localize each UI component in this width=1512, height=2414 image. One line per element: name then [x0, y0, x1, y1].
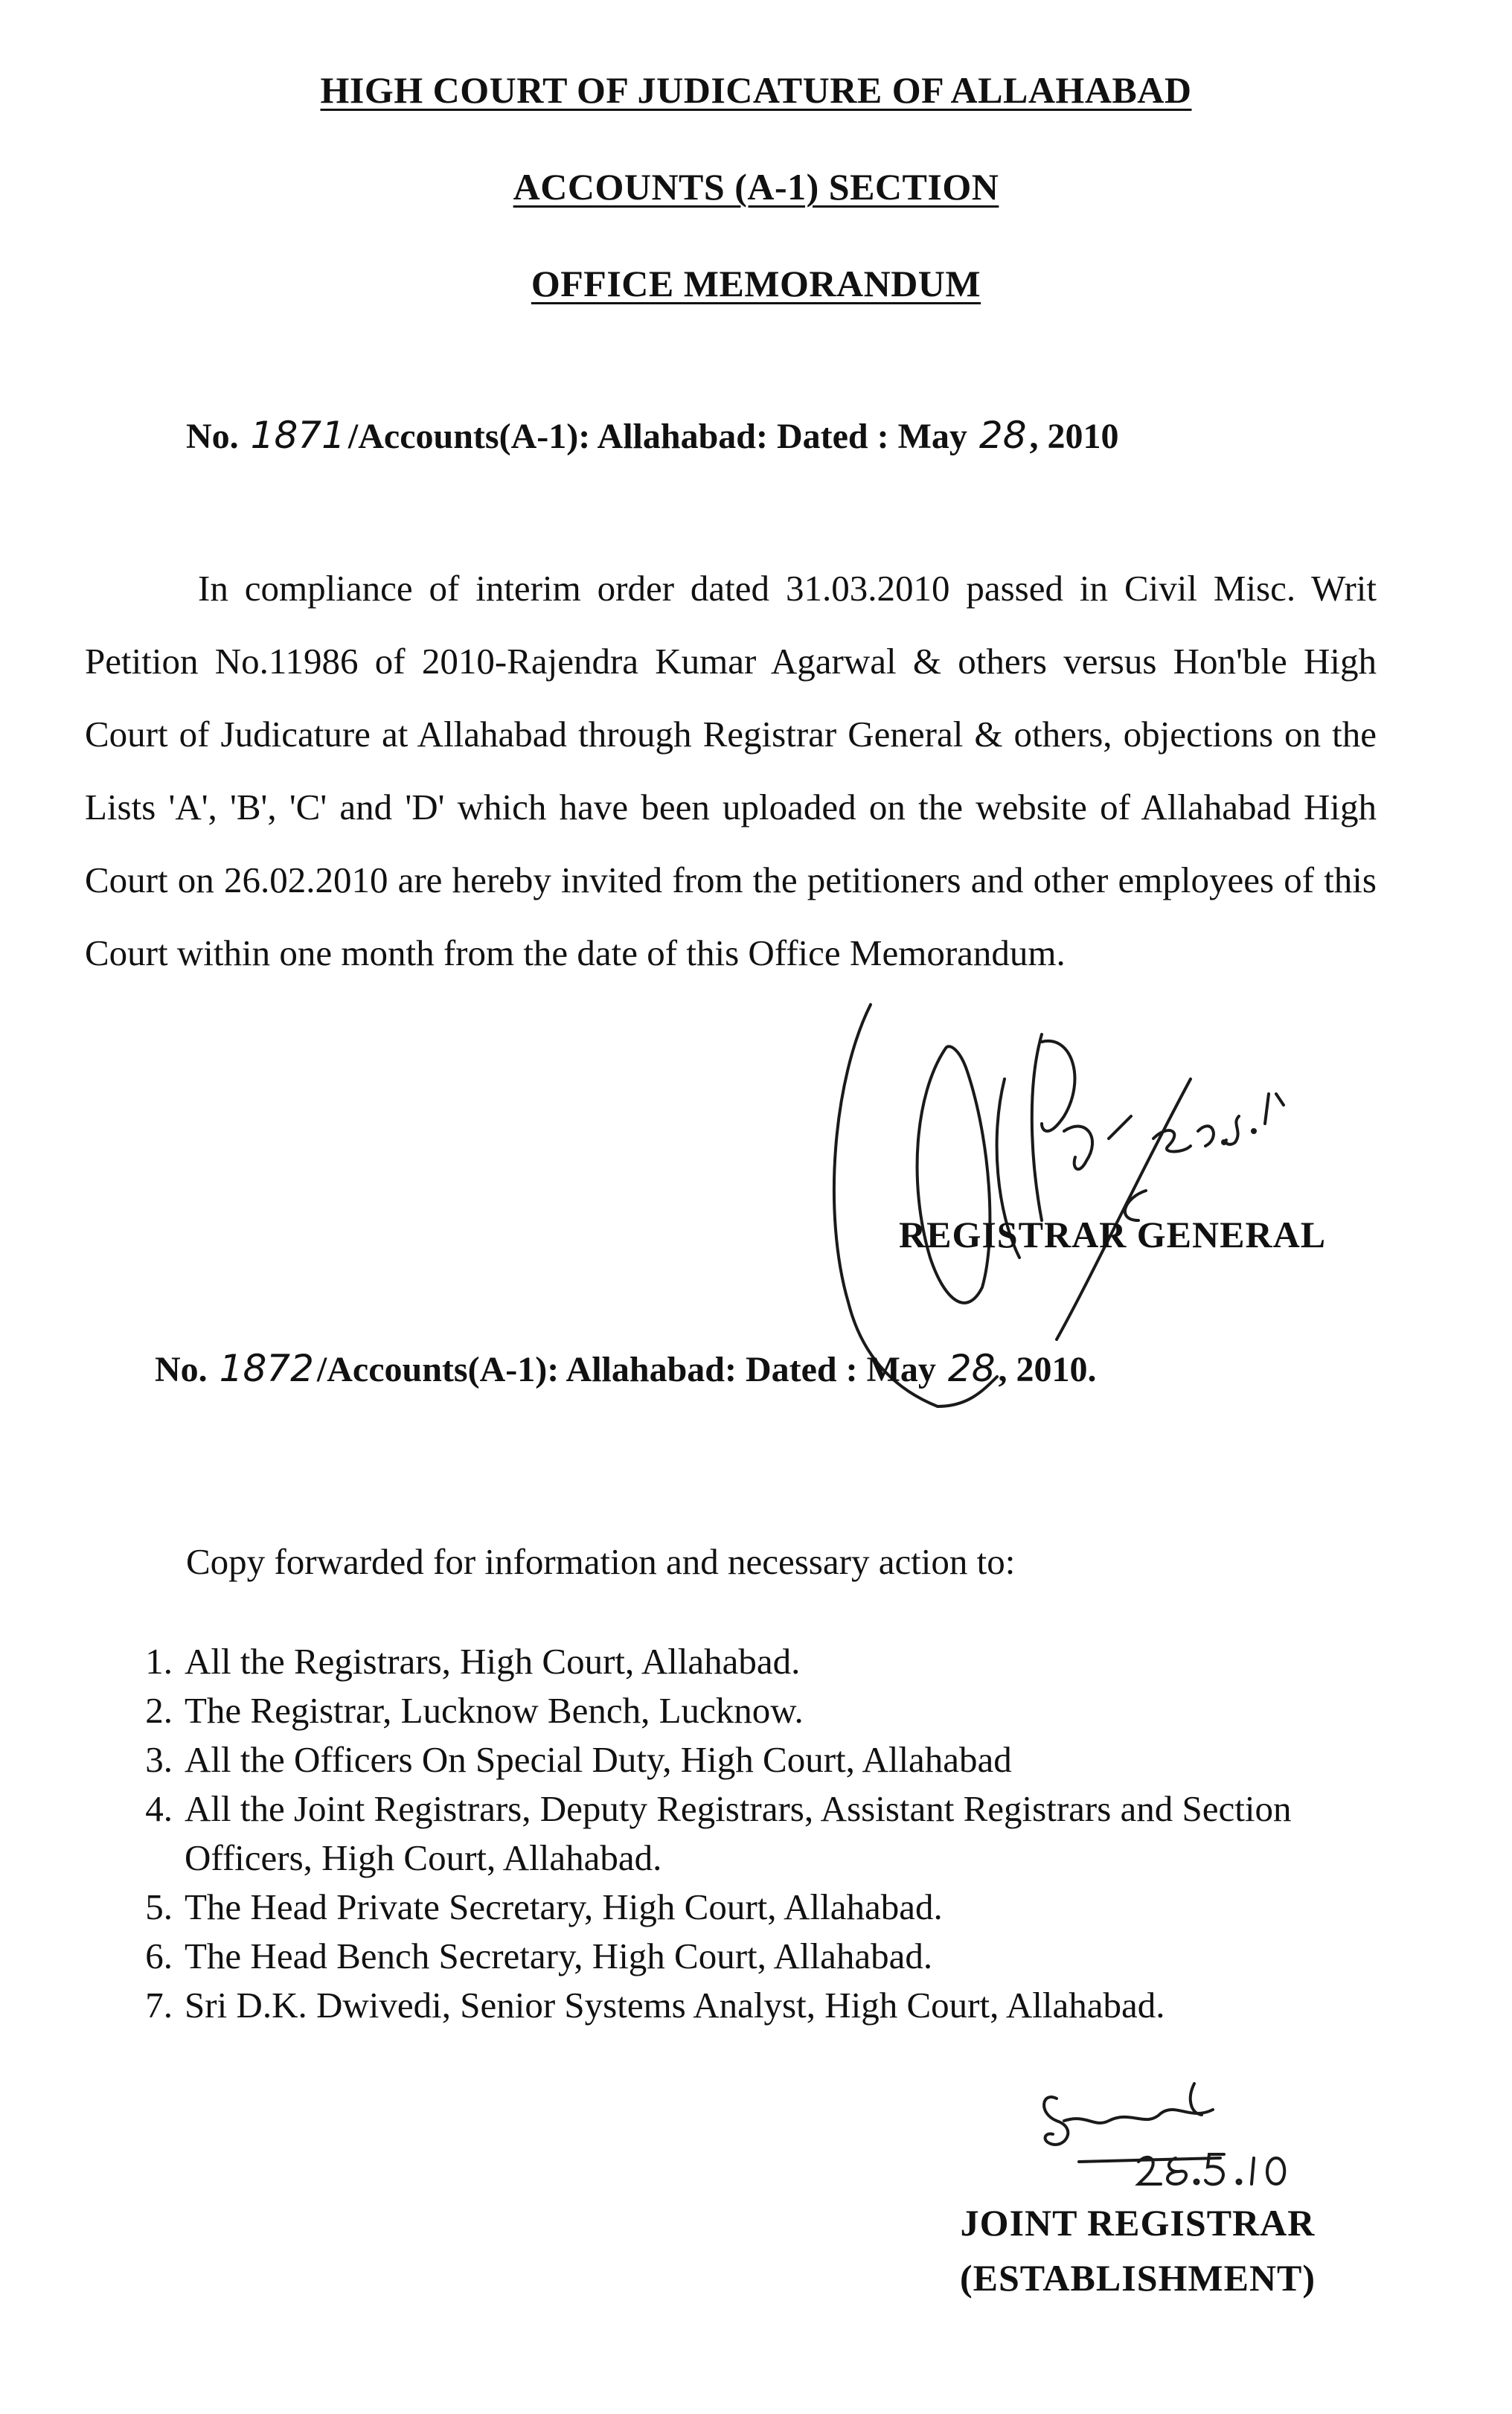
list-item	[119, 1637, 1384, 1686]
document-type-heading: OFFICE MEMORANDUM	[531, 263, 981, 304]
memo-reference-line	[186, 414, 1119, 457]
list-item	[119, 1932, 1384, 1981]
copy-forward-intro: Copy forwarded for information and necessary action to:	[186, 1541, 1016, 1582]
copy-ref-suffix: /Accounts(A-1): Allahabad: Dated : May	[316, 1350, 936, 1389]
list-item-number: 5.	[145, 1886, 173, 1927]
joint-registrar-title	[960, 2195, 1316, 2305]
section-heading: ACCOUNTS (A-1) SECTION	[513, 166, 999, 208]
list-item-text: All the Registrars, High Court, Allahabad.	[185, 1641, 801, 1682]
registrar-general-handwritten-date	[1146, 1072, 1295, 1168]
list-item-number: 1.	[145, 1641, 173, 1682]
copy-ref-day-handwritten: 28	[947, 1347, 996, 1390]
list-item-number: 3.	[145, 1739, 173, 1780]
memo-ref-day-handwritten: 28	[978, 414, 1027, 457]
list-item	[119, 1883, 1384, 1932]
distribution-list	[119, 1637, 1384, 2030]
list-item-text: The Registrar, Lucknow Bench, Lucknow.	[185, 1690, 804, 1731]
list-item-text: The Head Bench Secretary, High Court, Allahabad.	[185, 1936, 933, 1976]
copy-reference-line	[155, 1347, 1097, 1390]
joint-registrar-handwritten-date	[1131, 2143, 1302, 2203]
copy-ref-prefix: No.	[155, 1350, 208, 1389]
joint-registrar-title-line2: (ESTABLISHMENT)	[960, 2257, 1316, 2299]
list-item	[119, 1735, 1384, 1784]
memo-ref-number-handwritten: 1871	[250, 414, 345, 457]
memo-ref-year: , 2010	[1029, 417, 1119, 456]
memo-ref-prefix: No.	[186, 417, 239, 456]
list-item-number: 2.	[145, 1690, 173, 1731]
registrar-general-title: REGISTRAR GENERAL	[899, 1214, 1327, 1255]
copy-ref-number-handwritten: 1872	[219, 1347, 314, 1390]
court-heading: HIGH COURT OF JUDICATURE OF ALLAHABAD	[320, 69, 1192, 111]
list-item-number: 4.	[145, 1788, 173, 1829]
list-item-text: All the Officers On Special Duty, High Court, Allahabad	[185, 1739, 1012, 1780]
list-item	[119, 1784, 1384, 1883]
memo-ref-suffix: /Accounts(A-1): Allahabad: Dated : May	[347, 417, 967, 456]
joint-registrar-title-line1: JOINT REGISTRAR	[960, 2202, 1316, 2244]
list-item	[119, 1686, 1384, 1735]
list-item	[119, 1981, 1384, 2030]
copy-ref-year: , 2010.	[998, 1350, 1097, 1389]
memorandum-body-paragraph: In compliance of interim order dated 31.03.2010 passed in Civil Misc. Writ Petition No.11986 of 2010-Rajendra Kumar Agarwal & others versus Hon'ble High Court of Judicature at Allahabad through Registrar General & others, objections on the Lists 'A', 'B', 'C' and 'D' which have been uploaded on the website of Allahabad High Court on 26.02.2010 are hereby invited from the petitioners and other employees of this Court within one month from the date of this Office Memorandum.	[85, 568, 1377, 973]
list-item-number: 6.	[145, 1936, 173, 1976]
list-item-text: The Head Private Secretary, High Court, Allahabad.	[185, 1886, 943, 1927]
list-item-text: Sri D.K. Dwivedi, Senior Systems Analyst, High Court, Allahabad.	[185, 1985, 1165, 2026]
list-item-number: 7.	[145, 1985, 173, 2026]
list-item-text: All the Joint Registrars, Deputy Registrars, Assistant Registrars and Section Officers, High Court, Allahabad.	[185, 1788, 1292, 1878]
